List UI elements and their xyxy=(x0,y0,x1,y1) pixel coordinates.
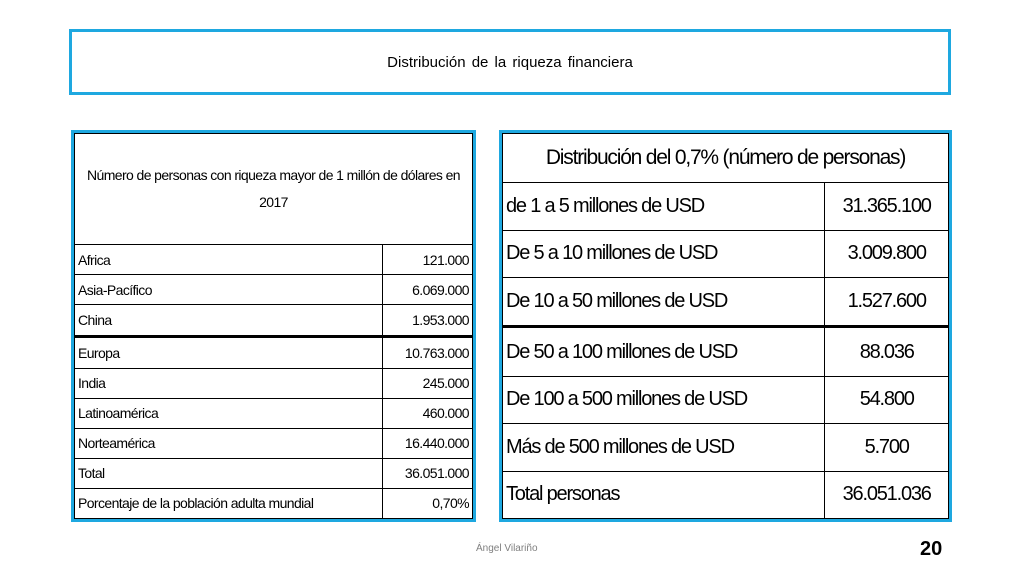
row-value: 10.763.000 xyxy=(382,337,472,369)
row-label: Africa xyxy=(75,245,383,275)
millionaires-by-region-table xyxy=(74,133,473,519)
table-header-row xyxy=(75,134,473,245)
table-row xyxy=(503,278,949,327)
table-row xyxy=(503,183,949,230)
row-value: 121.000 xyxy=(382,245,472,275)
slide-title-box xyxy=(69,29,951,95)
row-label: De 5 a 10 millones de USD xyxy=(503,230,825,277)
row-label: India xyxy=(75,368,383,398)
row-label: China xyxy=(75,305,383,337)
table-row xyxy=(75,398,473,428)
wealth-distribution-table-frame xyxy=(499,130,952,522)
row-label: Más de 500 millones de USD xyxy=(503,424,825,471)
row-label: Norteamérica xyxy=(75,428,383,458)
wealth-distribution-table xyxy=(502,133,949,519)
row-label: De 100 a 500 millones de USD xyxy=(503,376,825,423)
row-value: 460.000 xyxy=(382,398,472,428)
row-value: 16.440.000 xyxy=(382,428,472,458)
row-label: De 10 a 50 millones de USD xyxy=(503,278,825,327)
table-row xyxy=(503,424,949,471)
table-row xyxy=(503,230,949,277)
row-label: Europa xyxy=(75,337,383,369)
row-value: 1.953.000 xyxy=(382,305,472,337)
row-value: 36.051.000 xyxy=(382,458,472,488)
table-header: Distribución del 0,7% (número de personas) xyxy=(503,134,949,183)
table-row xyxy=(75,368,473,398)
row-label: Total xyxy=(75,458,383,488)
row-value: 31.365.100 xyxy=(825,183,949,230)
slide-footer: Ángel Vilariño xyxy=(476,543,538,554)
table-row xyxy=(75,245,473,275)
table-header-row xyxy=(503,134,949,183)
table-row xyxy=(503,376,949,423)
row-value: 0,70% xyxy=(382,488,472,518)
row-value: 6.069.000 xyxy=(382,275,472,305)
table-row xyxy=(75,275,473,305)
row-value: 54.800 xyxy=(825,376,949,423)
table-row xyxy=(75,305,473,337)
row-label: De 50 a 100 millones de USD xyxy=(503,327,825,376)
row-label: Asia-Pacífico xyxy=(75,275,383,305)
row-value: 245.000 xyxy=(382,368,472,398)
slide-title: Distribución de la riqueza financiera xyxy=(387,53,633,71)
row-value: 5.700 xyxy=(825,424,949,471)
row-label: Porcentaje de la población adulta mundial xyxy=(75,488,383,518)
row-value: 88.036 xyxy=(825,327,949,376)
table-row xyxy=(75,488,473,518)
row-label: Latinoamérica xyxy=(75,398,383,428)
row-label: Total personas xyxy=(503,471,825,518)
millionaires-by-region-table-frame xyxy=(71,130,476,522)
row-label: de 1 a 5 millones de USD xyxy=(503,183,825,230)
table-row xyxy=(503,327,949,376)
table-header: Número de personas con riqueza mayor de 1 millón de dólares en 2017 xyxy=(75,134,473,245)
row-value: 1.527.600 xyxy=(825,278,949,327)
table-row xyxy=(75,337,473,369)
table-row xyxy=(75,428,473,458)
row-value: 36.051.036 xyxy=(825,471,949,518)
table-row xyxy=(75,458,473,488)
table-row xyxy=(503,471,949,518)
row-value: 3.009.800 xyxy=(825,230,949,277)
page-number: 20 xyxy=(920,538,943,560)
